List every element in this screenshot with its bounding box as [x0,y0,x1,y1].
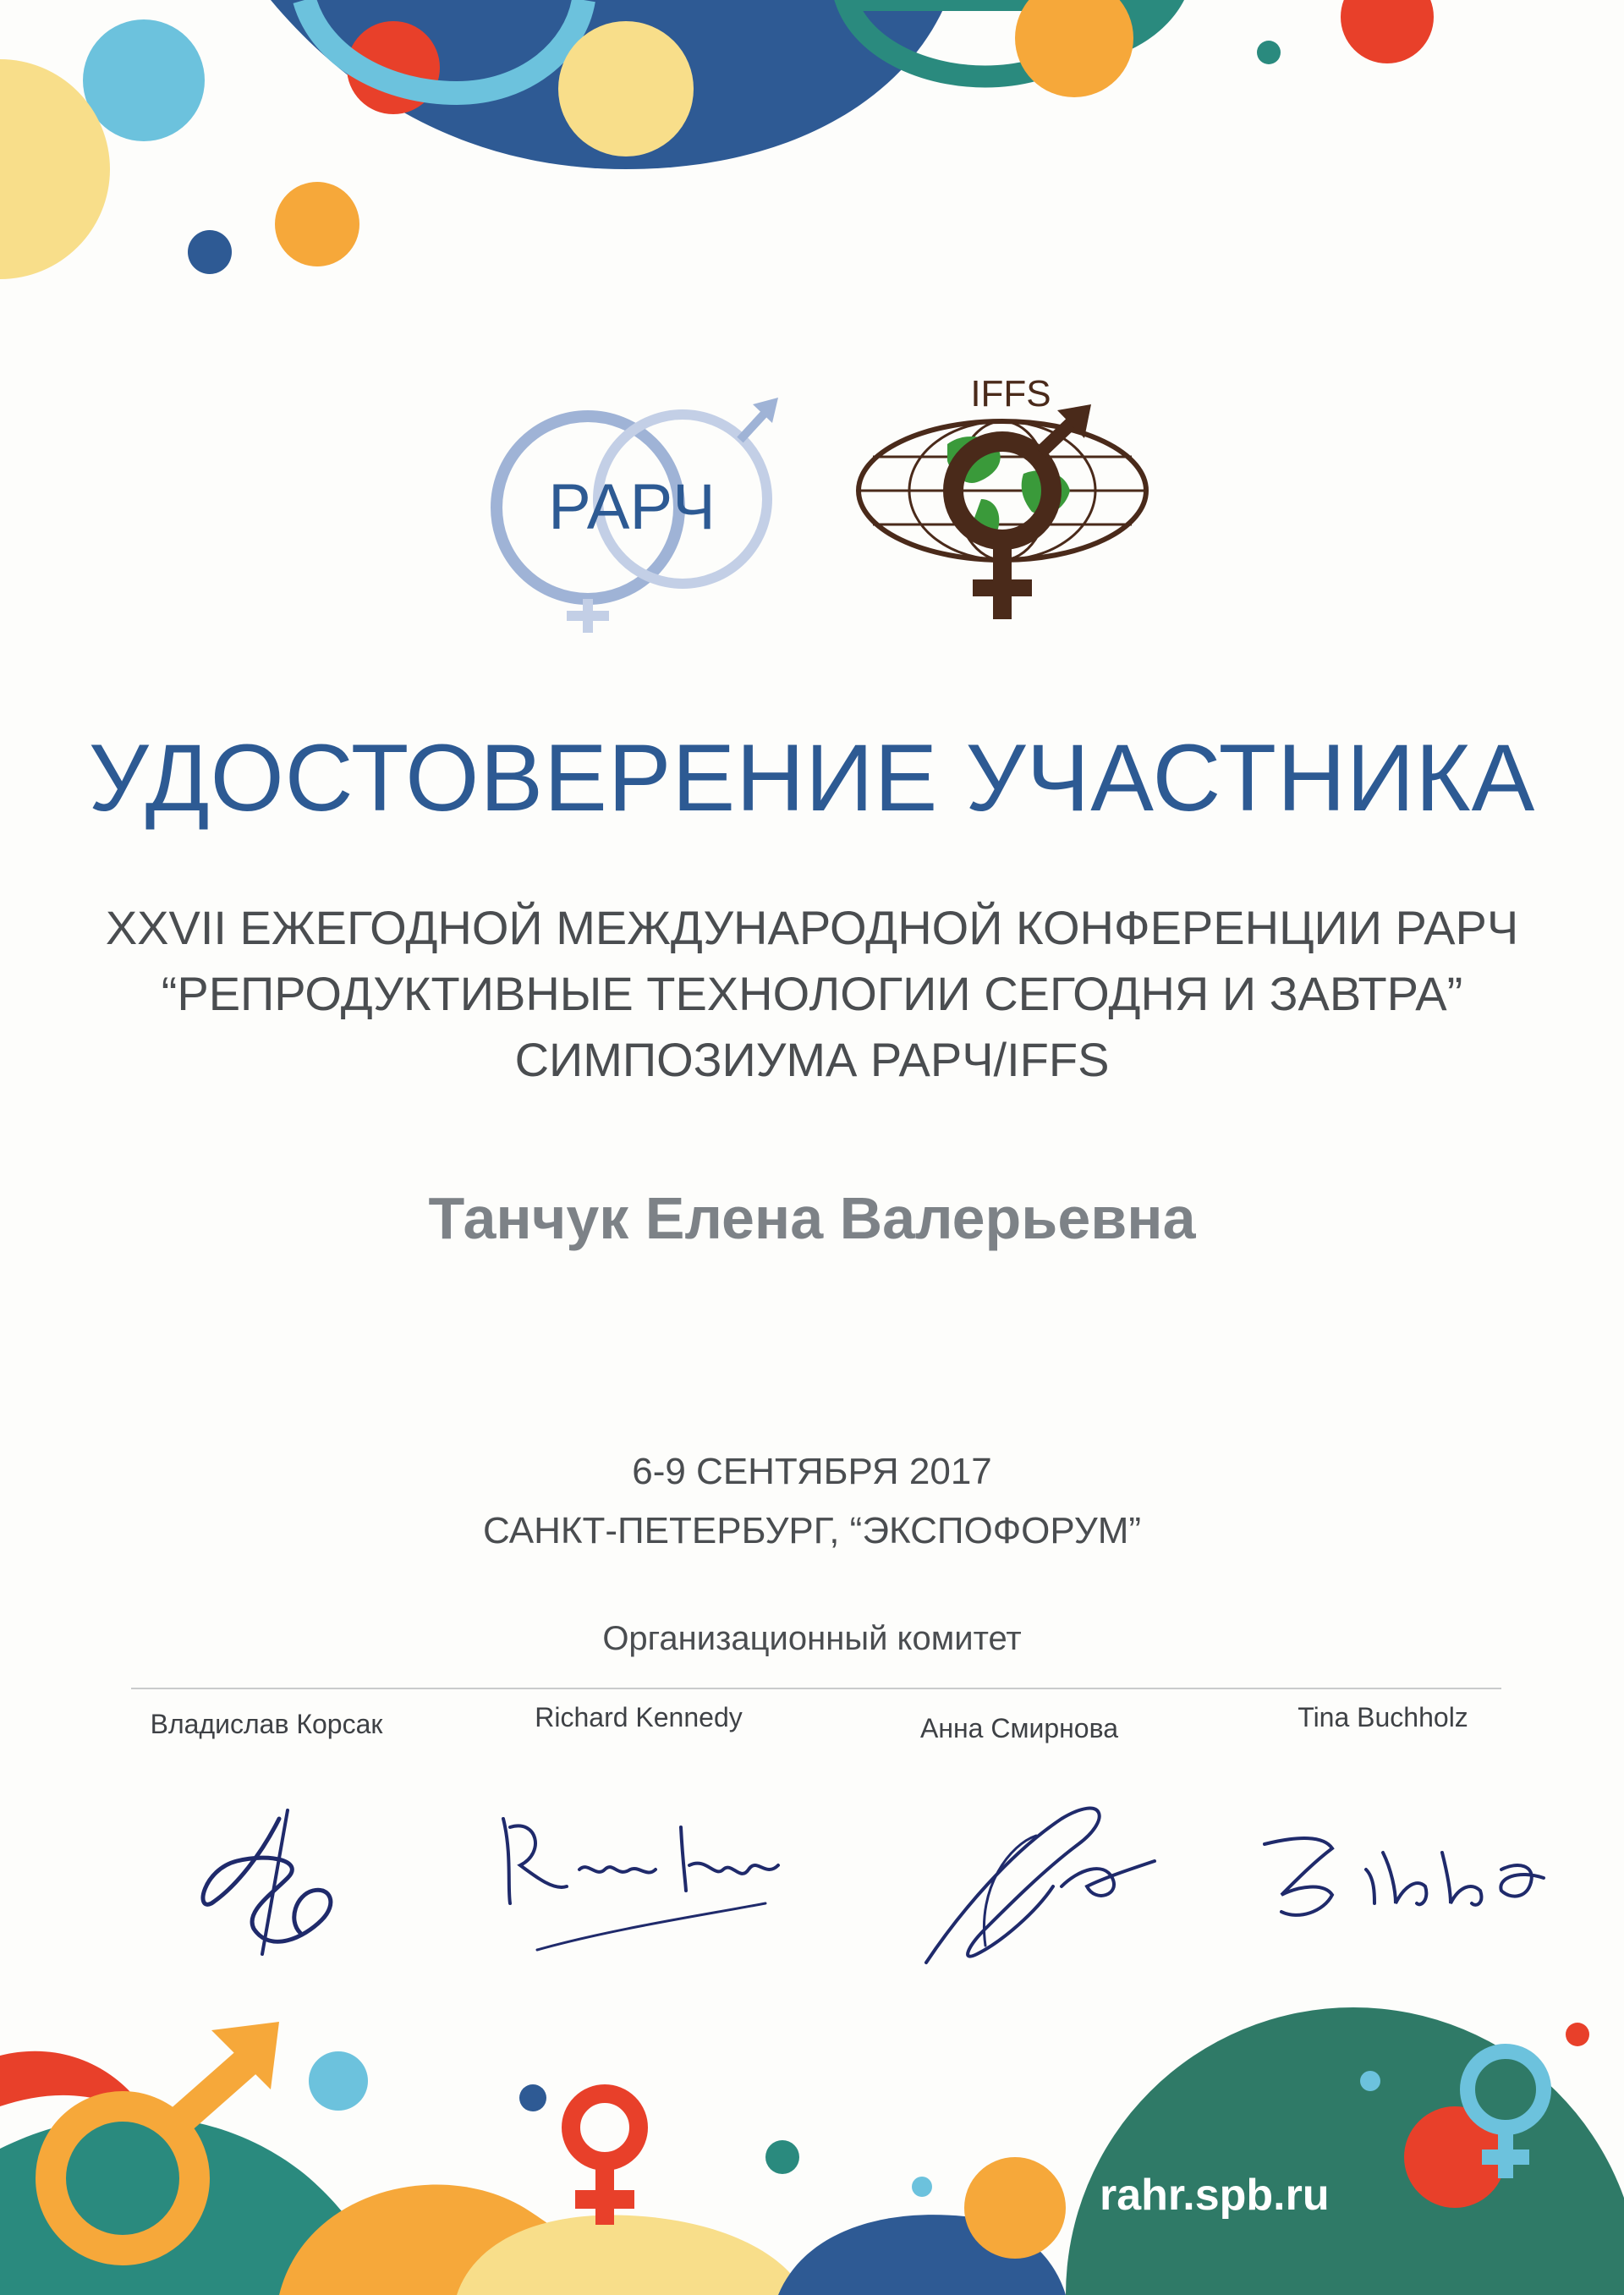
signature-4 [1248,1785,1586,1979]
website-link[interactable]: rahr.spb.ru [1100,2171,1330,2220]
rarch-logo-text: РАРЧ [548,471,716,543]
event-details [0,1442,1624,1561]
conference-description [0,895,1624,1093]
certificate-title: УДОСТОВЕРЕНИЕ УЧАСТНИКА [88,725,1536,831]
signature-3 [909,1785,1248,1979]
signer-name-1: Владислав Корсак [150,1709,383,1739]
signer-name-2: Richard Kennedy [535,1702,743,1732]
subtitle-line-1: XXVII ЕЖЕГОДНОЙ МЕЖДУНАРОДНОЙ КОНФЕРЕНЦИИ РАРЧ [105,901,1519,954]
signer-name-3: Анна Смирнова [919,1713,1119,1743]
signer-name-4: Tina Buchholz [1298,1702,1468,1732]
participant-name: Танчук Елена Валерьевна [428,1185,1196,1251]
event-date: 6-9 СЕНТЯБРЯ 2017 [632,1451,992,1492]
event-location: САНКТ-ПЕТЕРБУРГ, “ЭКСПОФОРУМ” [482,1510,1142,1551]
signature-1 [161,1785,499,1979]
committee-divider [131,1688,1501,1689]
logos-row [0,372,1624,634]
rarch-logo [486,389,782,634]
iffs-logo [854,372,1159,626]
top-decoration [0,0,1624,305]
committee-label: Организационный комитет [602,1620,1022,1657]
bottom-decoration [0,1963,1624,2295]
subtitle-line-2: “РЕПРОДУКТИВНЫЕ ТЕХНОЛОГИИ СЕГОДНЯ И ЗАВТРА” [161,967,1463,1020]
iffs-logo-text: IFFS [970,373,1051,415]
signature-2 [486,1785,825,1979]
subtitle-line-3: СИМПОЗИУМА РАРЧ/IFFS [514,1033,1110,1086]
